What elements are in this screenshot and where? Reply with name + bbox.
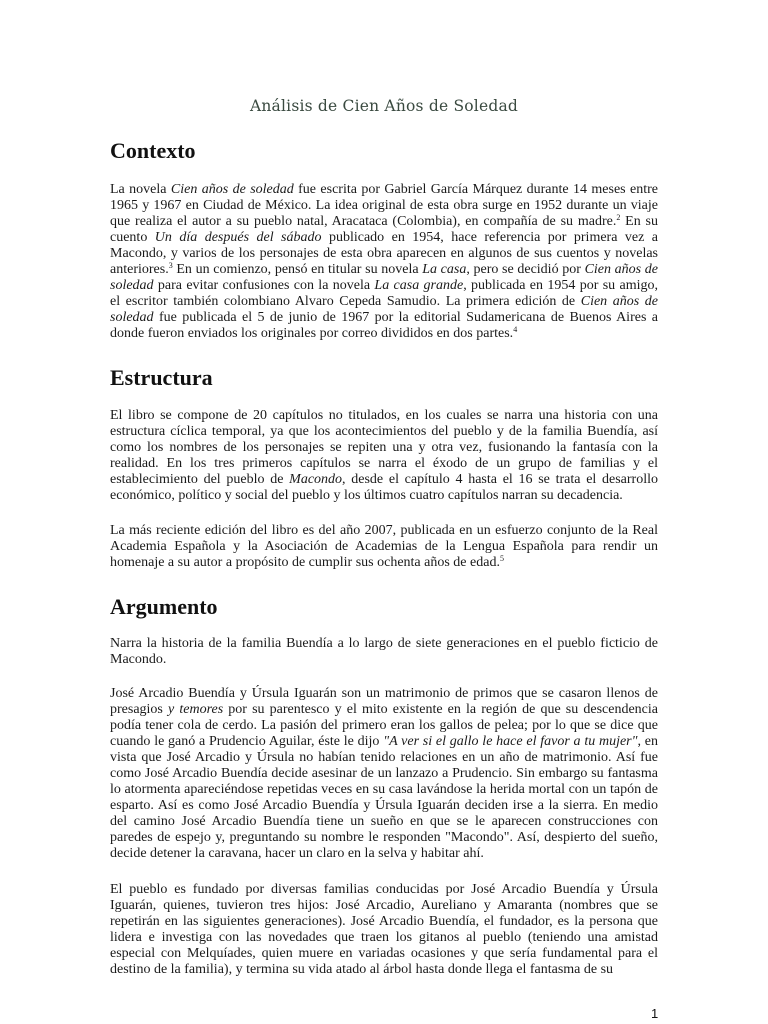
paragraph-contexto: La novela Cien años de soledad fue escrita por Gabriel García Márquez durante 14 meses entre 1965 y 1967 en Ciudad de México. La idea original de esta obra surge en 1952 durante un viaje que realiza el autor a su pueblo natal, Aracataca (Colombia), en compañía de su madre.$^2$ En su cuento Un día después del sábado publicado en 1954, hace referencia por primera vez a Macondo, y varios de los personajes de esta obra aparecen en algunos de sus cuentos y novelas anteriores.$^3$ En un comienzo, pensó en titular su novela La casa, pero se decidió por Cien años de soledad para evitar confusiones con la novela La casa grande, publicada en 1954 por su amigo, el escritor también colombiano Alvaro Cepeda Samudio. La primera edición de Cien años de soledad fue publicada el 5 de junio de 1967 por la editorial Sudamericana de Buenos Aires a donde fueron enviados los originales por correo divididos en dos partes.$^4$ (110, 182, 659, 341)
heading-estructura: Estructura (110, 365, 213, 390)
paragraph-estructura-2: La más reciente edición del libro es del año 2007, publicada en un esfuerzo conjunto de la Real Academia Española y la Asociación de Academias de la Lengua Española para rendir un homenaje a su autor a propósito de cumplir sus ochenta años de edad.$^5$ (110, 523, 658, 570)
paragraph-argumento-2: José Arcadio Buendía y Úrsula Iguarán son un matrimonio de primos que se casaron llenos de presagios y temores por su parentesco y el mito existente en la región de que su descendencia podía tener cola de cerdo. La pasión del primero eran los gallos de pelea; por lo que se dice que cuando le ganó a Prudencio Aguilar, éste le dijo "A ver si el gallo le hace el favor a tu mujer", en vista que José Arcadio y Úrsula no habían tenido relaciones en un año de matrimonio. Así fue como José Arcadio Buendía decide asesinar de un lanzazo a Prudencio. Sin embargo su fantasma lo atormenta apareciéndose repetidas veces en su casa lavándose la herida mortal con un tapón de esparto. Así es como José Arcadio Buendía y Úrsula Iguarán deciden irse a la sierra. En medio del camino José Arcadio Buendía tiene un sueño en que se le aparecen construcciones con paredes de espejo y, preguntando su nombre le responden "Macondo". Así, despierto del sueño, decide detener la caravana, hacer un claro en la selva y habitar ahí. (110, 686, 658, 861)
document-title: Análisis de Cien Años de Soledad (249, 97, 519, 115)
paragraph-argumento-1: Narra la historia de la familia Buendía a lo largo de siete generaciones en el pueblo ficticio de Macondo. (110, 636, 658, 667)
heading-argumento: Argumento (110, 594, 218, 619)
paragraph-estructura-1: El libro se compone de 20 capítulos no titulados, en los cuales se narra una historia con una estructura cíclica temporal, ya que los acontecimientos del pueblo y de la familia Buendía, así como los nombres de los personajes se repiten una y otra vez, fusionando la fantasía con la realidad. En los tres primeros capítulos se narra el éxodo de un grupo de familias y el establecimiento del pueblo de Macondo, desde el capítulo 4 hasta el 16 se trata el desarrollo económico, político y social del pueblo y los últimos cuatro capítulos narran su decadencia. (110, 408, 659, 503)
paragraph-argumento-3: El pueblo es fundado por diversas familias conducidas por José Arcadio Buendía y Úrsula Iguarán, quienes, tuvieron tres hijos: José Arcadio, Aureliano y Amaranta (nombres que se repetirán en las siguientes generaciones). José Arcadio Buendía, el fundador, es la persona que lidera e investiga con las novedades que traen los gitanos al pueblo (teniendo una amistad especial con Melquíades, quien muere en variadas ocasiones y que sería fundamental para el destino de la familia), y termina su vida atado al árbol hasta donde llega el fantasma de su (110, 882, 658, 977)
page-number: 1 (651, 1006, 659, 1021)
heading-contexto: Contexto (110, 138, 196, 163)
